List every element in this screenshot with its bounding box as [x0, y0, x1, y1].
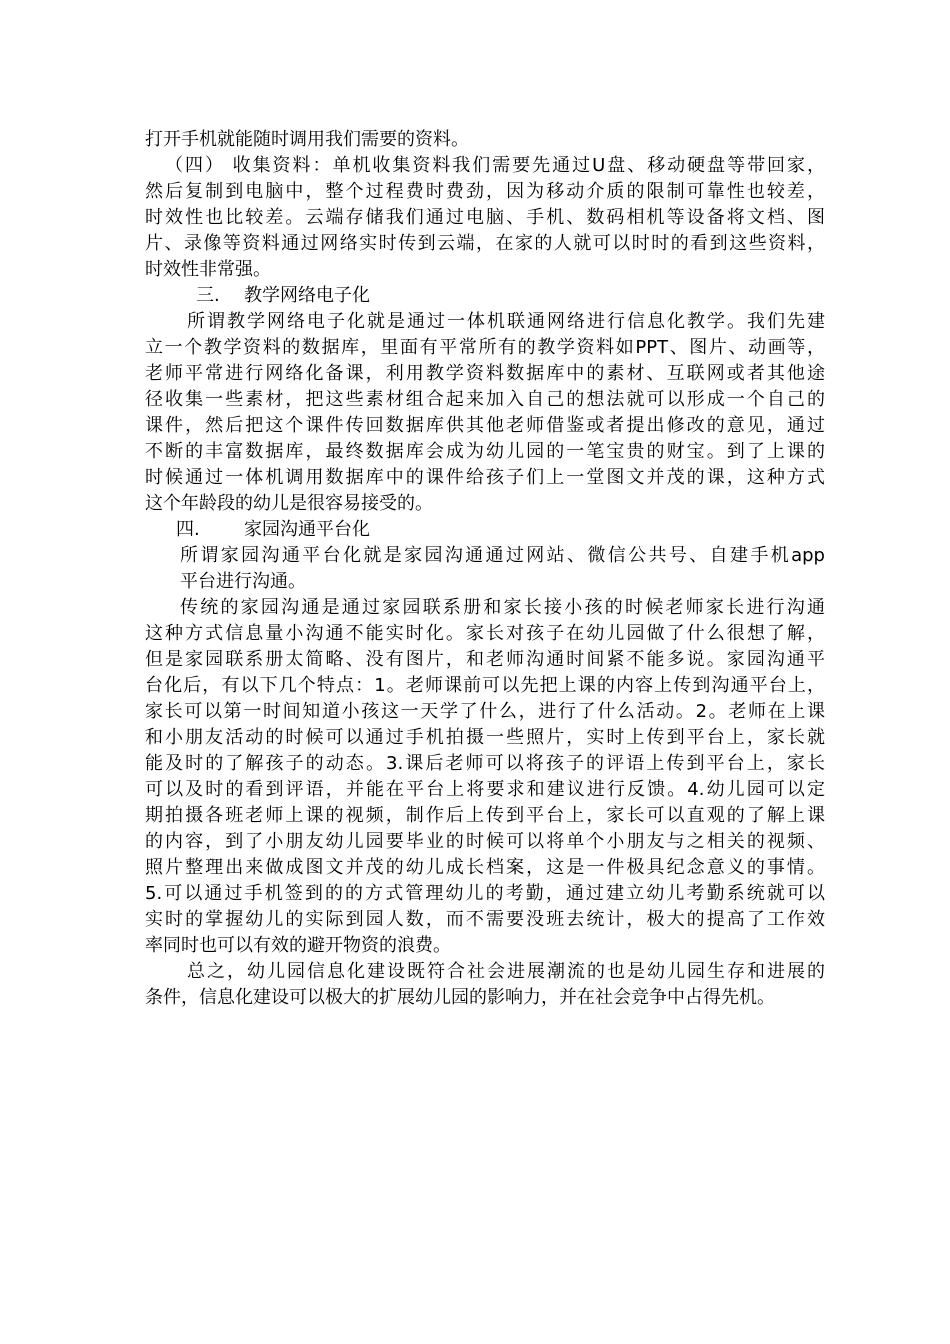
text-line: 所谓教学网络电子化就是通过一体机联通网络进行信息化教学。我们先建 [187, 311, 825, 332]
section-number: 三. [196, 285, 220, 306]
section-number: 四. [176, 519, 200, 540]
text-line: 不断的丰富数据库，最终数据库会成为幼儿园的一笔宝贵的财宝。到了上课的 [145, 441, 825, 462]
text-line: 这个年龄段的幼儿是很容易接受的。 [145, 493, 433, 514]
text-line: 的内容，到了小朋友幼儿园要毕业的时候可以将单个小朋友与之相关的视频、 [145, 831, 825, 852]
text-line: 和小朋友活动的时候可以通过手机拍摄一些照片，实时上传到平台上，家长就 [145, 727, 825, 748]
text-line: 率同时也可以有效的避开物资的浪费。 [145, 935, 451, 956]
text-line: 可以及时的看到评语，并能在平台上将要求和建议进行反馈。4.幼儿园可以定 [145, 779, 825, 800]
text-line: 所谓家园沟通平台化就是家园沟通通过网站、微信公共号、自建手机app [180, 545, 825, 566]
text-line: 这种方式信息量小沟通不能实时化。家长对孩子在幼儿园做了什么很想了解， [145, 623, 825, 644]
text-line: 能及时的了解孩子的动态。3.课后老师可以将孩子的评语上传到平台上，家长 [145, 753, 825, 774]
text-line: 时效性非常强。 [145, 259, 271, 280]
text-line: 实时的掌握幼儿的实际到园人数，而不需要没班去统计，极大的提高了工作效 [145, 909, 825, 930]
text-line: 期拍摄各班老师上课的视频，制作后上传到平台上，家长可以直观的了解上课 [145, 805, 825, 826]
text-line: 5.可以通过手机签到的的方式管理幼儿的考勤，通过建立幼儿考勤系统就可以 [145, 883, 825, 904]
text-line: 然后复制到电脑中，整个过程费时费劲，因为移动介质的限制可靠性也较差， [145, 181, 825, 202]
text-line: 课件，然后把这个课件传回数据库供其他老师借鉴或者提出修改的意见，通过 [145, 415, 825, 436]
text-line: 径收集一些素材，把这些素材组合起来加入自己的想法就可以形成一个自己的 [145, 389, 825, 410]
text-line: 家长可以第一时间知道小孩这一天学了什么，进行了什么活动。2。老师在上课 [145, 701, 825, 722]
text-line: 打开手机就能随时调用我们需要的资料。 [145, 129, 469, 150]
text-line: 照片整理出来做成图文并茂的幼儿成长档案，这是一件极具纪念意义的事情。 [145, 857, 825, 878]
text-line: 总之，幼儿园信息化建设既符合社会进展潮流的也是幼儿园生存和进展的 [187, 961, 825, 982]
text-line: 老师平常进行网络化备课，利用教学资料数据库中的素材、互联网或者其他途 [145, 363, 825, 384]
text-line: 条件，信息化建设可以极大的扩展幼儿园的影响力，并在社会竞争中占得先机。 [145, 987, 775, 1008]
text-line: 平台进行沟通。 [180, 571, 306, 592]
text-line: 立一个教学资料的数据库，里面有平常所有的教学资料如PPT、图片、动画等， [145, 337, 825, 358]
text-line: 但是家园联系册太简略、没有图片，和老师沟通时间紧不能多说。家园沟通平 [145, 649, 825, 670]
section-heading: 教学网络电子化 [244, 285, 370, 306]
text-line: 时候通过一体机调用数据库中的课件给孩子们上一堂图文并茂的课，这种方式 [145, 467, 825, 488]
section-heading: 家园沟通平台化 [244, 519, 370, 540]
text-line: 片、录像等资料通过网络实时传到云端，在家的人就可以时时的看到这些资料， [145, 233, 825, 254]
text-line: 时效性也比较差。云端存储我们通过电脑、手机、数码相机等设备将文档、图 [145, 207, 825, 228]
text-line: （四） 收集资料：单机收集资料我们需要先通过U盘、移动硬盘等带回家， [165, 155, 825, 176]
text-line: 台化后，有以下几个特点：1。老师课前可以先把上课的内容上传到沟通平台上， [145, 675, 825, 696]
text-line: 传统的家园沟通是通过家园联系册和家长接小孩的时候老师家长进行沟通 [180, 597, 825, 618]
